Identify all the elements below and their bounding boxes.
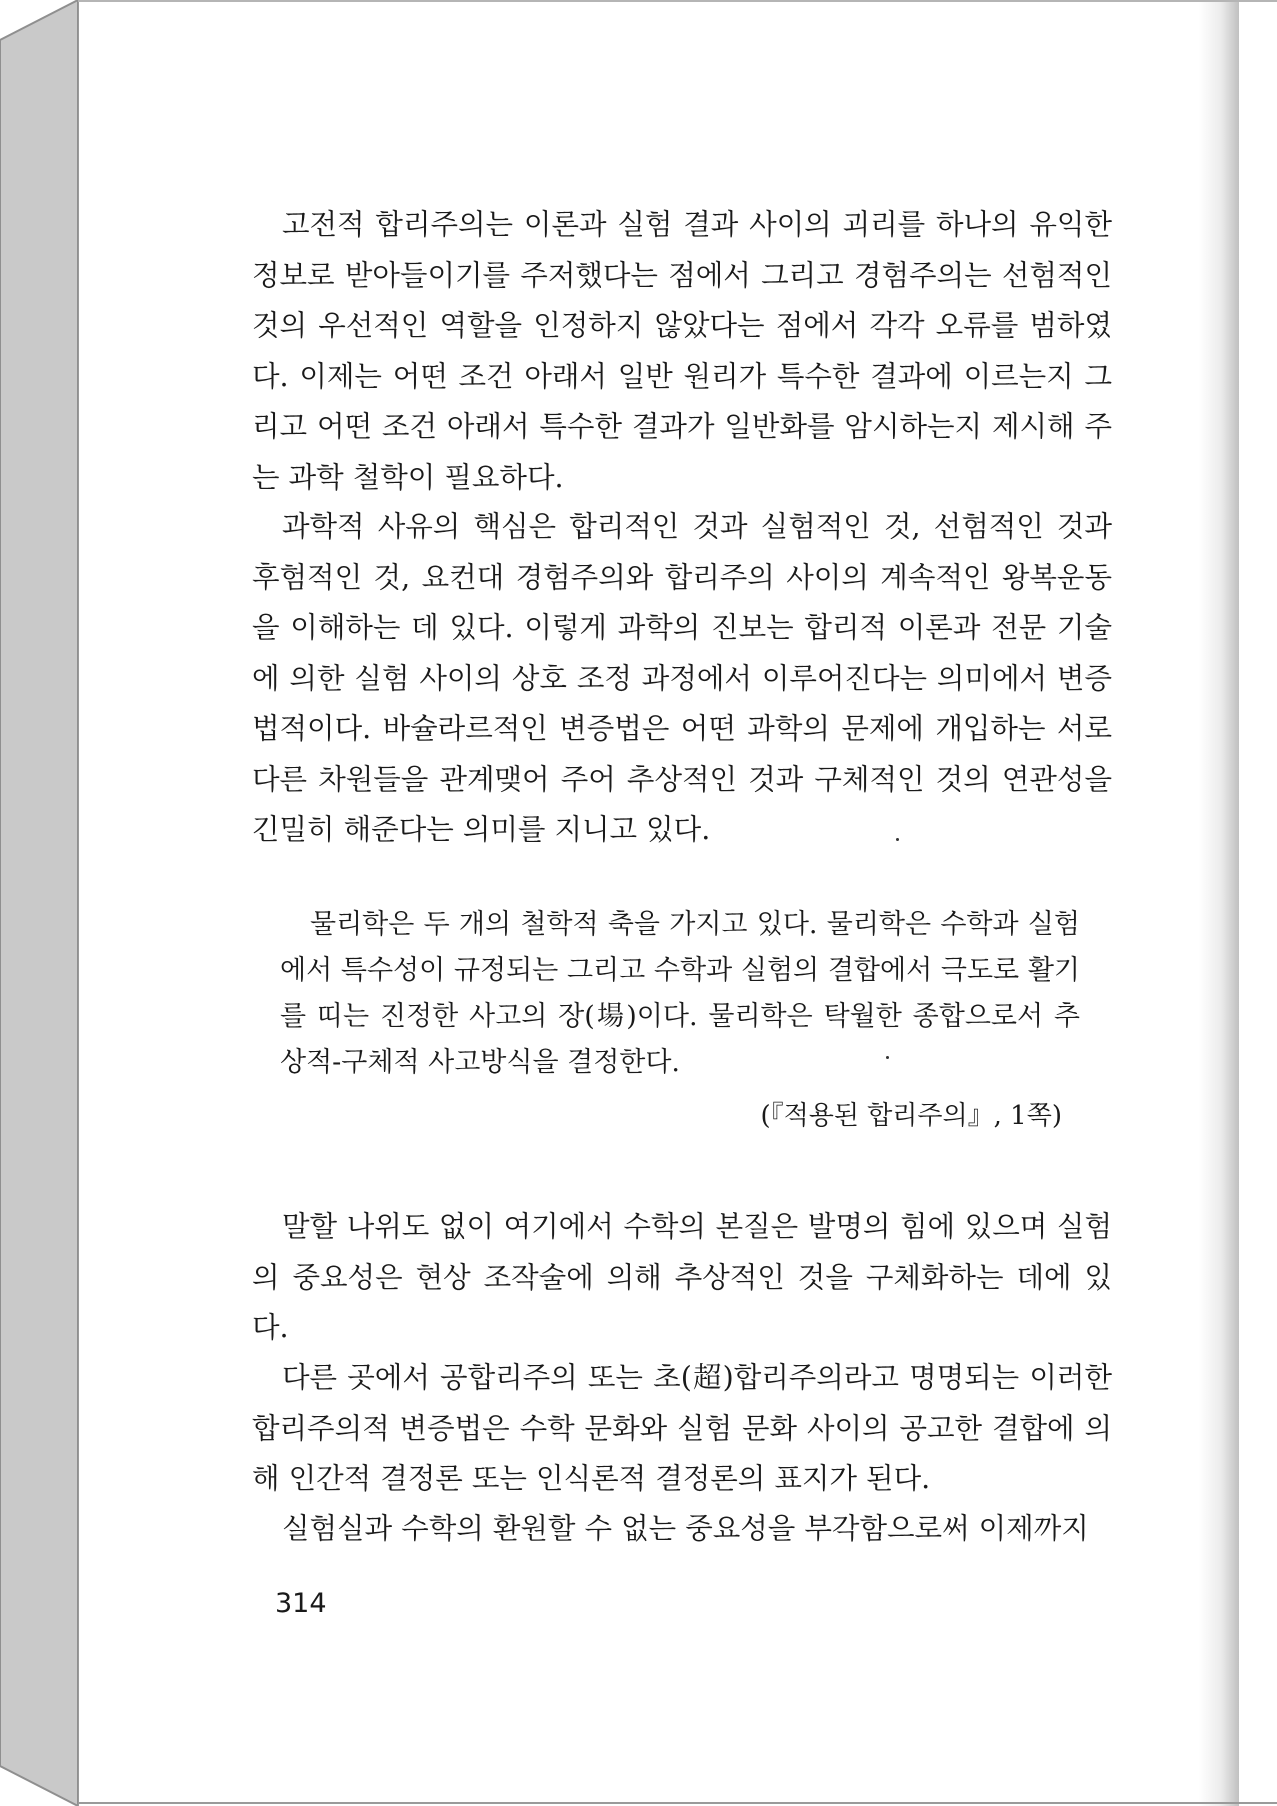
block-quote: 물리학은 두 개의 철학적 축을 가지고 있다. 물리학은 수학과 실험에서 특수성이 규정되는 그리고 수학과 실험의 결합에서 극도로 활기를 띠는 진정한 사고의 장(場)이다. 물리학은 탁월한 종합으로서 추상적-구체적 사고방식을 결정한다. — [280, 909, 1080, 1078]
scan-speck — [896, 838, 899, 841]
paragraph-1: 고전적 합리주의는 이론과 실험 결과 사이의 괴리를 하나의 유익한 정보로 받아들이기를 주저했다는 점에서 그리고 경험주의는 선험적인 것의 우선적인 역할을 인정하지 않았다는 점에서 각각 오류를 범하였다. 이제는 어떤 조건 아래서 일반 원리가 특수한 결과에 이르는지 그리고 어떤 조건 아래서 특수한 결과가 일반화를 암시하는지 제시해 주는 과학 철학이 필요하다. — [252, 208, 1112, 494]
scan-speck — [886, 1056, 889, 1059]
quote-citation: (『적용된 합리주의』, 1쪽) — [760, 1101, 1062, 1131]
paragraph-3: 말할 나위도 없이 여기에서 수학의 본질은 발명의 힘에 있으며 실험의 중요성은 현상 조작술에 의해 추상적인 것을 구체화하는 데에 있다. — [252, 1210, 1112, 1344]
paragraph-2: 과학적 사유의 핵심은 합리적인 것과 실험적인 것, 선험적인 것과 후험적인 것, 요컨대 경험주의와 합리주의 사이의 계속적인 왕복운동을 이해하는 데 있다. 이렇게 과학의 진보는 합리적 이론과 전문 기술에 의한 실험 사이의 상호 조정 과정에서 이루어진다는 의미에서 변증법적이다. 바슐라르적인 변증법은 어떤 과학의 문제에 개입하는 서로 다른 차원들을 관계맺어 주어 추상적인 것과 구체적인 것의 연관성을 긴밀히 해준다는 의미를 지니고 있다. — [252, 510, 1112, 846]
page-edge-shadow — [1199, 0, 1239, 1806]
page-number: 314 — [275, 1588, 327, 1619]
paragraph-5: 실험실과 수학의 환원할 수 없는 중요성을 부각함으로써 이제까지 — [282, 1512, 1089, 1545]
paragraph-4: 다른 곳에서 공합리주의 또는 초(超)합리주의라고 명명되는 이러한 합리주의적 변증법은 수학 문화와 실험 문화 사이의 공고한 결합에 의해 인간적 결정론 또는 인식론적 결정론의 표지가 된다. — [252, 1361, 1112, 1495]
page-top-edge — [78, 0, 1277, 2]
page-bottom-edge — [78, 1802, 1277, 1804]
